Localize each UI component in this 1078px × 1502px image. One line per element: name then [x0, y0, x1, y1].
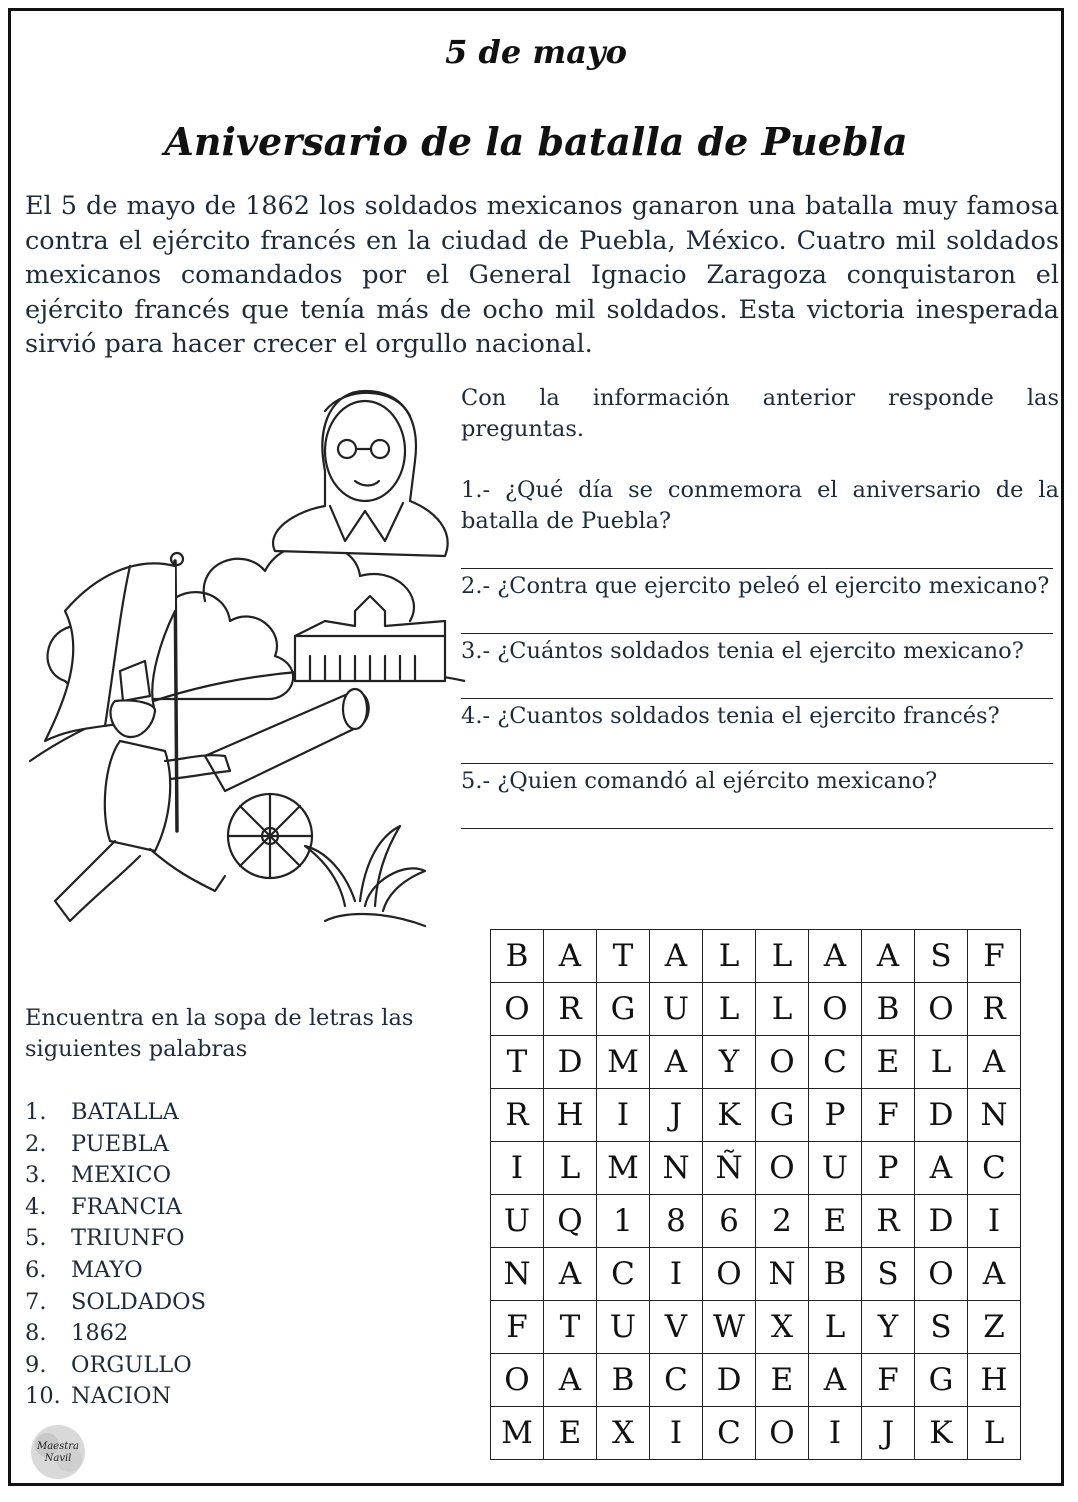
- grid-cell[interactable]: S: [915, 1301, 968, 1354]
- answer-line-5[interactable]: [461, 797, 1053, 829]
- grid-cell[interactable]: C: [809, 1036, 862, 1089]
- grid-cell[interactable]: A: [915, 1142, 968, 1195]
- grid-cell[interactable]: F: [491, 1301, 544, 1354]
- list-item: [25, 1350, 206, 1382]
- grid-cell[interactable]: M: [491, 1407, 544, 1460]
- grid-cell[interactable]: 1: [597, 1195, 650, 1248]
- grid-cell[interactable]: A: [862, 930, 915, 983]
- grid-cell[interactable]: M: [597, 1142, 650, 1195]
- grid-row: [491, 1354, 1021, 1407]
- grid-row: [491, 1036, 1021, 1089]
- grid-cell[interactable]: N: [968, 1089, 1021, 1142]
- general-zaragoza-portrait: [273, 391, 448, 556]
- answer-line-3[interactable]: [461, 667, 1053, 699]
- list-word: MAYO: [71, 1256, 143, 1283]
- grid-cell[interactable]: C: [650, 1354, 703, 1407]
- grid-cell[interactable]: 2: [756, 1195, 809, 1248]
- answer-line-1[interactable]: [461, 537, 1053, 569]
- list-word: MEXICO: [71, 1162, 172, 1189]
- list-number: 5.: [25, 1225, 47, 1252]
- grid-cell[interactable]: T: [491, 1036, 544, 1089]
- grid-cell[interactable]: I: [650, 1248, 703, 1301]
- questions-lead: Con la información anterior responde las preguntas.: [461, 385, 1059, 442]
- grid-cell[interactable]: G: [597, 983, 650, 1036]
- grid-cell[interactable]: H: [968, 1354, 1021, 1407]
- grid-cell[interactable]: R: [968, 983, 1021, 1036]
- grid-cell[interactable]: A: [650, 930, 703, 983]
- question-3: 3.- ¿Cuántos soldados tenia el ejercito mexicano?: [461, 638, 1024, 664]
- grid-cell[interactable]: T: [544, 1301, 597, 1354]
- grid-cell[interactable]: F: [862, 1354, 915, 1407]
- grid-cell[interactable]: 8: [650, 1195, 703, 1248]
- question-2: 2.- ¿Contra que ejercito peleó el ejercito mexicano?: [461, 573, 1050, 599]
- grid-cell[interactable]: K: [915, 1407, 968, 1460]
- grid-row: [491, 1301, 1021, 1354]
- grid-cell[interactable]: B: [862, 983, 915, 1036]
- grid-cell[interactable]: A: [650, 1036, 703, 1089]
- grid-cell[interactable]: A: [809, 1354, 862, 1407]
- grid-cell[interactable]: Q: [544, 1195, 597, 1248]
- grid-cell[interactable]: S: [862, 1248, 915, 1301]
- grid-cell[interactable]: B: [491, 930, 544, 983]
- grid-cell[interactable]: Ñ: [703, 1142, 756, 1195]
- grid-cell[interactable]: H: [544, 1089, 597, 1142]
- agave-plant-icon: [305, 826, 425, 926]
- grid-cell[interactable]: G: [756, 1089, 809, 1142]
- grid-cell[interactable]: N: [756, 1248, 809, 1301]
- list-word: ORGULLO: [71, 1351, 192, 1378]
- grid-cell[interactable]: J: [862, 1407, 915, 1460]
- word-list: [25, 1097, 206, 1413]
- grid-cell[interactable]: A: [544, 930, 597, 983]
- list-word: TRIUNFO: [71, 1225, 185, 1252]
- grid-cell[interactable]: B: [597, 1354, 650, 1407]
- grid-cell[interactable]: Y: [862, 1301, 915, 1354]
- question-4: 4.- ¿Cuantos soldados tenia el ejercito francés?: [461, 703, 1000, 729]
- grid-cell[interactable]: M: [597, 1036, 650, 1089]
- grid-cell[interactable]: O: [915, 1248, 968, 1301]
- grid-row: [491, 1195, 1021, 1248]
- grid-cell[interactable]: L: [968, 1407, 1021, 1460]
- list-word: SOLDADOS: [71, 1288, 206, 1315]
- grid-cell[interactable]: O: [703, 1248, 756, 1301]
- list-number: 2.: [25, 1130, 47, 1157]
- list-word: PUEBLA: [71, 1130, 169, 1157]
- grid-cell[interactable]: R: [862, 1195, 915, 1248]
- page-subtitle: Aniversario de la batalla de Puebla: [164, 119, 908, 164]
- grid-cell[interactable]: O: [491, 983, 544, 1036]
- list-number: 4.: [25, 1193, 47, 1220]
- grid-cell[interactable]: I: [968, 1195, 1021, 1248]
- cannon-icon: [205, 689, 369, 878]
- grid-cell[interactable]: W: [703, 1301, 756, 1354]
- grid-cell[interactable]: E: [756, 1354, 809, 1407]
- grid-cell[interactable]: A: [544, 1354, 597, 1407]
- grid-cell[interactable]: J: [650, 1089, 703, 1142]
- list-item: [25, 1381, 206, 1413]
- grid-cell[interactable]: I: [809, 1407, 862, 1460]
- grid-cell[interactable]: R: [544, 983, 597, 1036]
- grid-cell[interactable]: P: [809, 1089, 862, 1142]
- grid-cell[interactable]: D: [544, 1036, 597, 1089]
- list-item: [25, 1097, 206, 1129]
- grid-cell[interactable]: C: [703, 1407, 756, 1460]
- grid-row: [491, 930, 1021, 983]
- grid-cell[interactable]: D: [703, 1354, 756, 1407]
- grid-row: [491, 1248, 1021, 1301]
- grid-cell[interactable]: L: [756, 983, 809, 1036]
- grid-cell[interactable]: L: [915, 1036, 968, 1089]
- list-item: [25, 1192, 206, 1224]
- grid-cell[interactable]: L: [756, 930, 809, 983]
- grid-cell[interactable]: A: [809, 930, 862, 983]
- grid-cell[interactable]: S: [915, 930, 968, 983]
- grid-cell[interactable]: C: [968, 1142, 1021, 1195]
- list-number: 8.: [25, 1320, 47, 1347]
- wordsearch-instruction: Encuentra en la sopa de letras las siguientes palabras: [25, 1005, 414, 1062]
- answer-line-2[interactable]: [461, 602, 1053, 634]
- grid-cell[interactable]: L: [544, 1142, 597, 1195]
- list-number: 10.: [25, 1383, 61, 1410]
- grid-cell[interactable]: P: [862, 1142, 915, 1195]
- grid-cell[interactable]: U: [650, 983, 703, 1036]
- grid-cell[interactable]: I: [597, 1089, 650, 1142]
- grid-row: [491, 1407, 1021, 1460]
- grid-cell[interactable]: O: [809, 983, 862, 1036]
- grid-cell[interactable]: A: [544, 1248, 597, 1301]
- questions-section: [461, 383, 1059, 831]
- logo-line-2: Navil: [44, 1453, 72, 1464]
- page-title: 5 de mayo: [445, 33, 627, 71]
- battle-illustration: [25, 381, 465, 951]
- list-number: 7.: [25, 1288, 47, 1315]
- list-item: [25, 1129, 206, 1161]
- question-5: 5.- ¿Quien comandó al ejército mexicano?: [461, 768, 938, 794]
- logo-line-1: Maestra: [36, 1441, 80, 1452]
- grid-cell[interactable]: F: [968, 930, 1021, 983]
- list-number: 9.: [25, 1351, 47, 1378]
- grid-cell[interactable]: F: [862, 1089, 915, 1142]
- grid-cell[interactable]: O: [491, 1354, 544, 1407]
- grid-cell[interactable]: Z: [968, 1301, 1021, 1354]
- grid-cell[interactable]: V: [650, 1301, 703, 1354]
- question-1: 1.- ¿Qué día se conmemora el aniversario de la batalla de Puebla?: [461, 477, 1059, 534]
- grid-cell[interactable]: A: [968, 1248, 1021, 1301]
- list-item: [25, 1223, 206, 1255]
- grid-cell[interactable]: C: [597, 1248, 650, 1301]
- list-word: BATALLA: [71, 1099, 179, 1125]
- grid-cell[interactable]: X: [756, 1301, 809, 1354]
- list-item: [25, 1160, 206, 1192]
- list-item: [25, 1287, 206, 1319]
- grid-row: [491, 1089, 1021, 1142]
- grid-cell[interactable]: O: [756, 1142, 809, 1195]
- grid-cell[interactable]: X: [597, 1407, 650, 1460]
- grid-cell[interactable]: L: [703, 983, 756, 1036]
- grid-cell[interactable]: L: [703, 930, 756, 983]
- grid-cell[interactable]: D: [915, 1089, 968, 1142]
- grid-cell[interactable]: A: [968, 1036, 1021, 1089]
- grid-cell[interactable]: O: [756, 1036, 809, 1089]
- grid-cell[interactable]: I: [650, 1407, 703, 1460]
- list-word: NACION: [71, 1383, 172, 1410]
- intro-paragraph: El 5 de mayo de 1862 los soldados mexicanos ganaron una batalla muy famosa contra el ejército francés en la ciudad de Puebla, México. Cuatro mil soldados mexicanos comandados por el General Ignacio Zaragoza conquistaron el ejército francés que tenía más de ocho mil soldados. Esta victoria inesperada sirvió para hacer crecer el orgullo nacional.: [25, 191, 1059, 359]
- grid-cell[interactable]: N: [650, 1142, 703, 1195]
- grid-row: [491, 1142, 1021, 1195]
- grid-cell[interactable]: K: [703, 1089, 756, 1142]
- grid-cell[interactable]: U: [597, 1301, 650, 1354]
- grid-cell[interactable]: T: [597, 930, 650, 983]
- list-number: 1.: [25, 1099, 47, 1125]
- grid-cell[interactable]: E: [809, 1195, 862, 1248]
- cathedral-icon: [295, 596, 445, 681]
- grid-cell[interactable]: O: [915, 983, 968, 1036]
- grid-cell[interactable]: O: [756, 1407, 809, 1460]
- grid-cell[interactable]: B: [809, 1248, 862, 1301]
- list-word: 1862: [71, 1320, 129, 1347]
- grid-cell[interactable]: N: [491, 1248, 544, 1301]
- answer-line-4[interactable]: [461, 732, 1053, 764]
- list-number: 3.: [25, 1162, 47, 1189]
- maestra-navil-logo: [29, 1423, 87, 1481]
- grid-cell[interactable]: I: [491, 1142, 544, 1195]
- wordsearch-grid: [490, 929, 1021, 1460]
- worksheet-page: [8, 8, 1064, 1486]
- grid-cell[interactable]: 6: [703, 1195, 756, 1248]
- grid-cell[interactable]: U: [491, 1195, 544, 1248]
- list-word: FRANCIA: [71, 1193, 182, 1220]
- list-item: [25, 1318, 206, 1350]
- list-item: [25, 1255, 206, 1287]
- grid-cell[interactable]: D: [915, 1195, 968, 1248]
- grid-cell[interactable]: U: [809, 1142, 862, 1195]
- grid-cell[interactable]: G: [915, 1354, 968, 1407]
- grid-row: [491, 983, 1021, 1036]
- grid-cell[interactable]: E: [544, 1407, 597, 1460]
- grid-cell[interactable]: Y: [703, 1036, 756, 1089]
- grid-cell[interactable]: R: [491, 1089, 544, 1142]
- grid-cell[interactable]: L: [809, 1301, 862, 1354]
- grid-cell[interactable]: E: [862, 1036, 915, 1089]
- list-number: 6.: [25, 1256, 47, 1283]
